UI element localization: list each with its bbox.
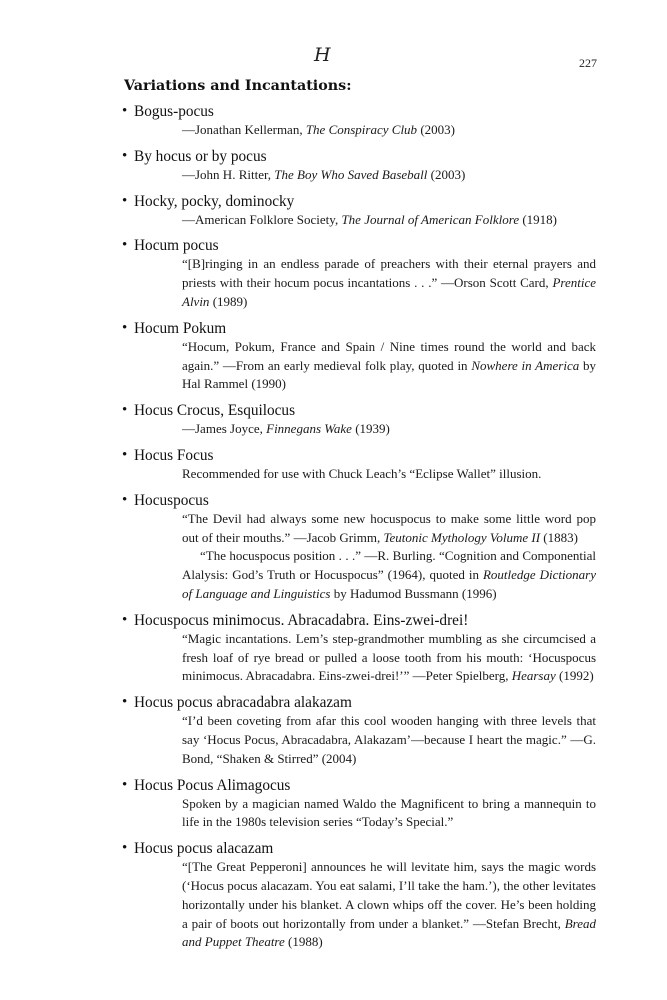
list-item [124,491,596,604]
citation-text: “Magic incantations. Lem’s step-grandmother mumbling as she circumcised a fresh loaf of rye bread or pulled a loose tooth from his mouth: ‘Hocuspocus minimocus. Abracadabra. Eins-zwei-drei!’” —Peter Spielberg, [182,630,596,684]
citation-text: —Jonathan Kellerman, [182,122,306,137]
citation-paragraph [182,795,596,833]
citation-text: (1992) [555,668,594,684]
entry-citation [182,510,596,604]
citation-text: —American Folklore Society, [182,211,342,227]
entry-citation [182,465,596,484]
bullet-icon: • [122,237,128,254]
entry-citation [182,338,596,394]
bullet-icon: • [122,694,128,711]
citation-text: (1988) [284,934,323,950]
citation-text: —John H. Ritter, [182,166,275,182]
entry-headword-text: Hocum Pokum [134,319,227,337]
citation-paragraph [182,858,596,952]
entry-headword-text: Hocus pocus abracadabra alakazam [134,694,352,712]
citation-paragraph [182,121,596,140]
entry-citation [182,858,596,952]
entry-headword [122,102,596,121]
citation-text: Spoken by a magician named Waldo the Magnificent to bring a mannequin to life in the 1980s television series “Today’s Special.” [182,795,596,830]
citation-title: Finnegans Wake [266,421,352,437]
citation-paragraph [182,630,596,686]
list-item [124,102,596,140]
entry-headword-text: Hocuspocus [134,491,209,509]
list-item [124,693,596,768]
entry-headword-text: Bogus-pocus [134,103,214,120]
section-heading: Variations and Incantations: [124,78,352,94]
entry-citation [182,795,596,833]
citation-text: “The Devil had always some new hocuspocus to make some little word pop out of their mouths.” —Jacob Grimm, [182,510,596,545]
citation-title: Bread and Puppet Theatre [182,915,596,950]
citation-paragraph [182,712,596,768]
citation-title: The Conspiracy Club [305,122,418,137]
citation-text: —James Joyce, [182,421,267,437]
citation-text: Recommended for use with Chuck Leach’s “Eclipse Wallet” illusion. [182,465,542,481]
entry-headword [122,776,596,795]
entry-headword-text: Hocus Focus [134,446,214,464]
list-item [124,611,596,686]
citation-paragraph [182,211,596,230]
bullet-icon: • [122,446,128,463]
list-item [124,839,596,952]
page-letter-ornament: H [314,44,330,66]
citation-text: “The hocuspocus position . . .” —R. Burling. “Cognition and Componential Alalysis: God’s Truth or Hocuspocus” (1964), quoted in [182,548,596,583]
list-item [124,319,596,394]
citation-paragraph [182,338,596,394]
entry-headword [122,446,596,465]
entry-headword-text: Hocus Crocus, Esquilocus [134,402,296,420]
entry-citation [182,211,596,230]
entry-headword [122,611,596,630]
entry-headword [122,401,596,420]
list-item [124,446,596,484]
entry-headword-text: Hocum pocus [134,237,219,255]
citation-paragraph [182,510,596,548]
list-item [124,192,596,230]
entry-citation [182,420,596,439]
bullet-icon: • [122,776,128,793]
bullet-icon: • [122,840,128,857]
entry-headword [122,491,596,510]
bullet-icon: • [122,103,128,119]
entry-headword-text: Hocky, pocky, dominocky [134,192,295,210]
bullet-icon: • [122,611,128,628]
entry-headword-text: By hocus or by pocus [134,147,267,165]
citation-text: (2003) [427,166,466,182]
citation-title: The Boy Who Saved Baseball [274,166,428,182]
entries-list [124,102,596,952]
entry-citation [182,166,596,185]
entry-citation [182,121,596,140]
list-item [124,401,596,439]
list-item [124,147,596,185]
citation-text: (1939) [351,421,390,437]
citation-text: (1883) [540,529,578,545]
page-number: 227 [579,56,597,70]
entry-citation [182,255,596,311]
entry-citation [182,630,596,686]
entry-headword [122,192,596,211]
entry-headword-text: Hocus Pocus Alimagocus [134,776,291,794]
entry-headword [122,693,596,712]
entry-headword [122,839,596,858]
citation-text: “[B]ringing in an endless parade of preachers with their eternal prayers and priests with their hocum pocus incantations . . .” —Orson Scott Card, [182,256,596,291]
list-item [124,776,596,833]
citation-title: Routledge Dictionary of Language and Linguistics [182,567,596,601]
citation-text: by Hal Rammel (1990) [182,357,596,392]
citation-text: (1918) [519,211,558,227]
citation-title: Teutonic Mythology Volume II [383,529,541,545]
entry-headword-text: Hocuspocus minimocus. Abracadabra. Eins-zwei-drei! [134,611,469,629]
citation-text: by Hadumod Bussmann (1996) [330,585,497,601]
citation-title: Nowhere in America [471,357,580,373]
citation-title: Hearsay [511,668,556,684]
citation-text: “Hocum, Pokum, France and Spain / Nine times round the world and back again.” —From an early medieval folk play, quoted in [182,338,596,373]
entry-headword [122,147,596,166]
citation-title: Prentice Alvin [182,275,596,309]
citation-paragraph [182,547,596,603]
entry-headword [122,236,596,255]
citation-text: (1989) [209,293,248,309]
bullet-icon: • [122,319,128,336]
bullet-icon: • [122,402,128,419]
citation-title: The Journal of American Folklore [341,211,520,227]
bullet-icon: • [122,147,128,164]
citation-text: “I’d been coveting from afar this cool wooden hanging with three levels that say ‘Hocus Pocus, Abracadabra, Alakazam’—because I heart the magic.” —G. Bond, “Shaken & Stirred” (2004) [182,713,596,766]
entry-headword-text: Hocus pocus alacazam [134,840,274,858]
citation-paragraph [182,420,596,439]
citation-text: “[The Great Pepperoni] announces he will levitate him, says the magic words (‘Hocus pocus alacazam. You eat salami, I’ll take the ham.’), the other levitates horizontally under his blanket. A clown whips off the cover. He’s been holding a pair of boots out horizontally from under a blanket.” —Stefan Brecht, [182,859,596,931]
bullet-icon: • [122,192,128,209]
citation-paragraph [182,166,596,185]
entry-citation [182,712,596,768]
citation-text: (2003) [417,122,455,137]
page-content [124,78,596,959]
bullet-icon: • [122,491,128,508]
entry-headword [122,319,596,338]
citation-paragraph [182,465,596,484]
citation-paragraph [182,255,596,311]
list-item [124,236,596,311]
